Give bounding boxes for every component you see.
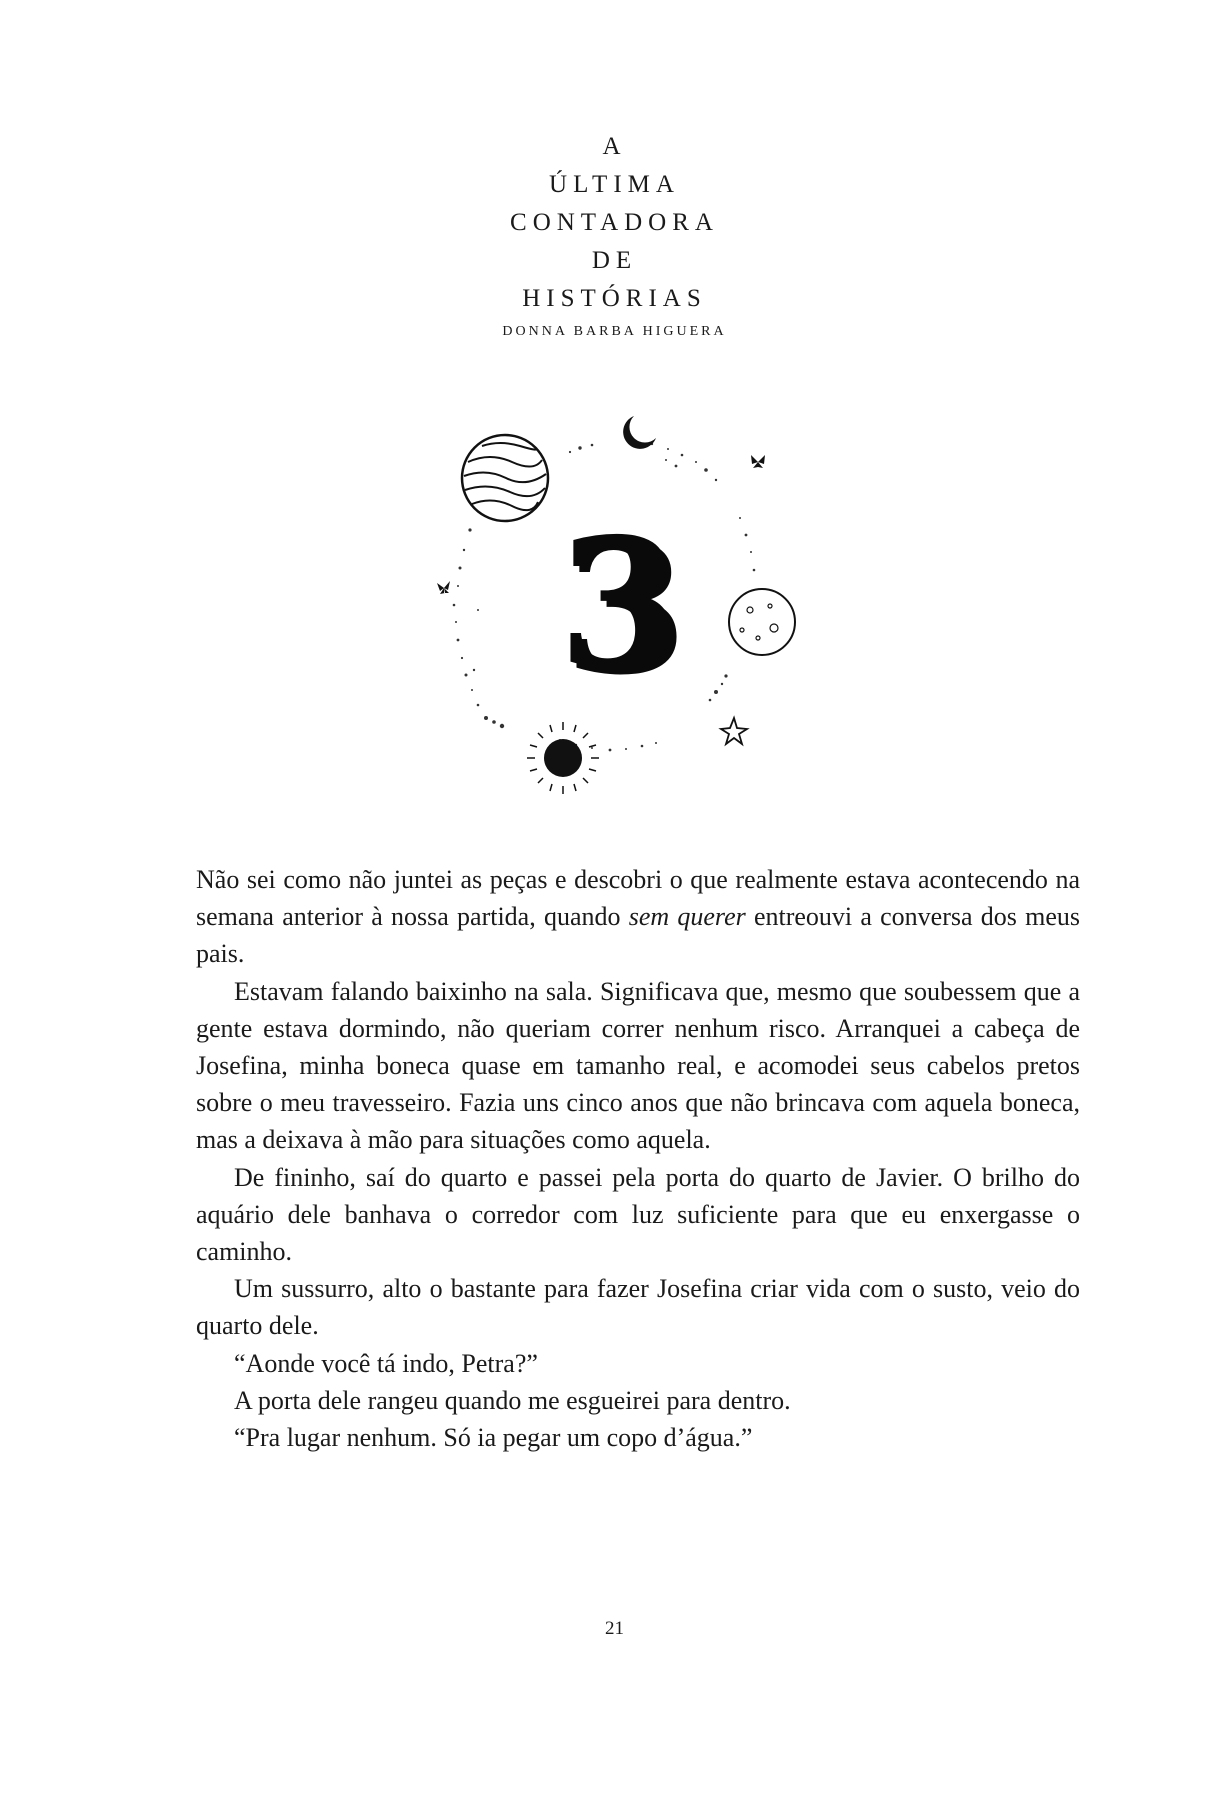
book-title-line: A xyxy=(602,133,627,160)
italic-text: sem querer xyxy=(628,902,746,932)
dialogue-line: “Pra lugar nenhum. Só ia pegar um copo d’água.” xyxy=(234,1423,753,1453)
chapter-ornament xyxy=(420,400,820,800)
book-author: DONNA BARBA HIGUERA xyxy=(502,324,727,339)
chapter-body xyxy=(196,861,1080,1456)
paragraph: De fininho, saí do quarto e passei pela porta do quarto de Javier. O brilho do aquário dele banhava o corredor com luz suficiente para que eu enxergasse o caminho. xyxy=(196,1162,1080,1267)
page-number: 21 xyxy=(605,1618,624,1639)
paragraph: Estavam falando baixinho na sala. Significava que, mesmo que soubessem que a gente estava dormindo, não queriam correr nenhum risco. Arranquei a cabeça de Josefina, minha boneca quase em tamanho real, e acomodei seus cabelos pretos sobre o meu travesseiro. Fazia uns cinco anos que não brincava com aquela boneca, mas a deixava à mão para situações como aquela. xyxy=(196,976,1080,1155)
book-title-line: HISTÓRIAS xyxy=(522,285,707,312)
book-title-line: CONTADORA xyxy=(510,209,719,236)
book-title-line: ÚLTIMA xyxy=(549,171,680,198)
paragraph: A porta dele rangeu quando me esgueirei para dentro. xyxy=(234,1385,791,1415)
dialogue-line: “Aonde você tá indo, Petra?” xyxy=(234,1348,538,1378)
chapter-number: 3 xyxy=(558,498,682,708)
book-title-header xyxy=(0,128,1229,340)
paragraph: Um sussurro, alto o bastante para fazer Josefina criar vida com o susto, veio do quarto dele. xyxy=(196,1274,1080,1341)
paragraph xyxy=(196,861,1080,973)
paragraph-text: Não sei como não juntei as peças e descobri o que realmente estava acontecendo na semana anterior à nossa partida, quando xyxy=(196,865,1080,932)
paragraph-text: entreouvi a conversa dos meus pais. xyxy=(196,902,1080,969)
book-title-line: DE xyxy=(591,247,638,274)
